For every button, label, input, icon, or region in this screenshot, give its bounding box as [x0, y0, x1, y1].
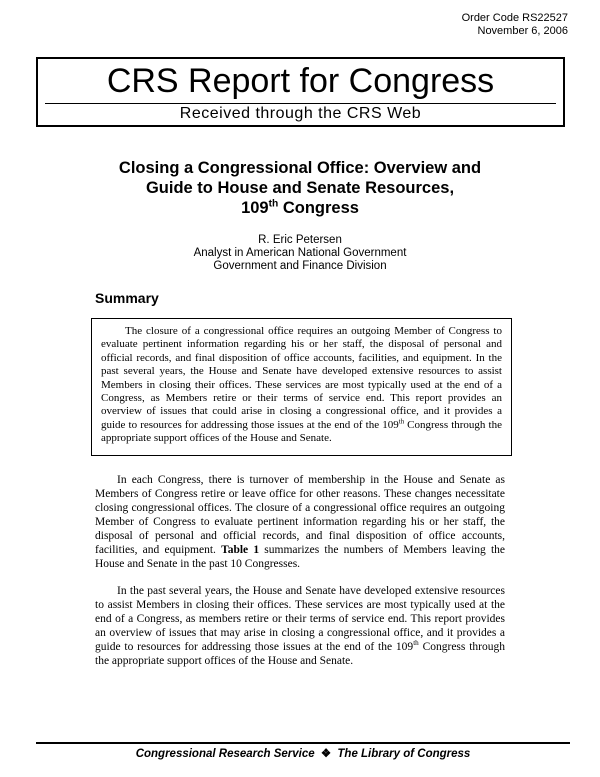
report-title-line-2: Guide to House and Senate Resources,: [145, 179, 455, 197]
report-title: [0, 158, 600, 218]
report-title-line-1: Closing a Congressional Office: Overview and: [118, 159, 482, 177]
report-title-line-3: 109th Congress: [241, 198, 359, 217]
footer-library-label: The Library of Congress: [337, 748, 471, 760]
body-text: [95, 473, 505, 681]
masthead-title: CRS Report for Congress: [106, 62, 495, 100]
summary-box: [91, 318, 512, 456]
masthead-box: [36, 57, 565, 127]
masthead-subtitle: Received through the CRS Web: [179, 105, 422, 122]
footer-service-label: Congressional Research Service: [135, 748, 315, 760]
author-block: [0, 234, 600, 273]
summary-heading: Summary: [95, 290, 159, 306]
body-paragraph-1: In each Congress, there is turnover of membership in the House and Senate as Members of Congress retire or leave office for other reasons. These changes necessitate closing congressional offices. The closure of a congressional office requires an outgoing Member of Congress to evaluate pertinent information regarding his or her staff, the disposal of personal and official records, and final disposition of office accounts, facilities, and equipment. Table 1 summarizes the numbers of Members leaving the House and Senate in the past 10 Congresses.: [95, 474, 505, 570]
summary-paragraph: The closure of a congressional office requires an outgoing Member of Congress to evaluate pertinent information regarding his or her staff, the disposal of personal and official records, and final disposition of office accounts, facilities, and equipment. In the past several years, the House and Senate have developed extensive resources to assist Members in closing their offices. These services are most typically used at the end of a Congress, as Members retire or their terms of service end. This report provides an overview of issues that could arise in closing a congressional office, and it provides a guide to resources for addressing those issues at the end of the 109th Congress through the appropriate support offices of the House and Senate.: [101, 325, 502, 445]
body-paragraph-2: In the past several years, the House and Senate have developed extensive resources to assist Members in closing their offices. These services are most typically used at the end of a Congress, as members retire or their terms of service end. This report provides an overview of issues that may arise in closing a congressional office, and it provides a guide to resources for addressing those issues at the end of the 109th Congress through the appropriate support offices of the House and Senate.: [95, 585, 505, 667]
footer-divider: [36, 742, 570, 744]
report-date: November 6, 2006: [477, 25, 568, 37]
footer-text: [36, 746, 570, 760]
order-block: [462, 12, 568, 38]
author-division: Government and Finance Division: [213, 260, 387, 272]
footer: [36, 742, 570, 760]
author-name: R. Eric Petersen: [258, 234, 342, 246]
order-code: Order Code RS22527: [461, 12, 568, 24]
author-role: Analyst in American National Government: [193, 247, 407, 259]
diamond-icon: ❖: [320, 748, 332, 760]
